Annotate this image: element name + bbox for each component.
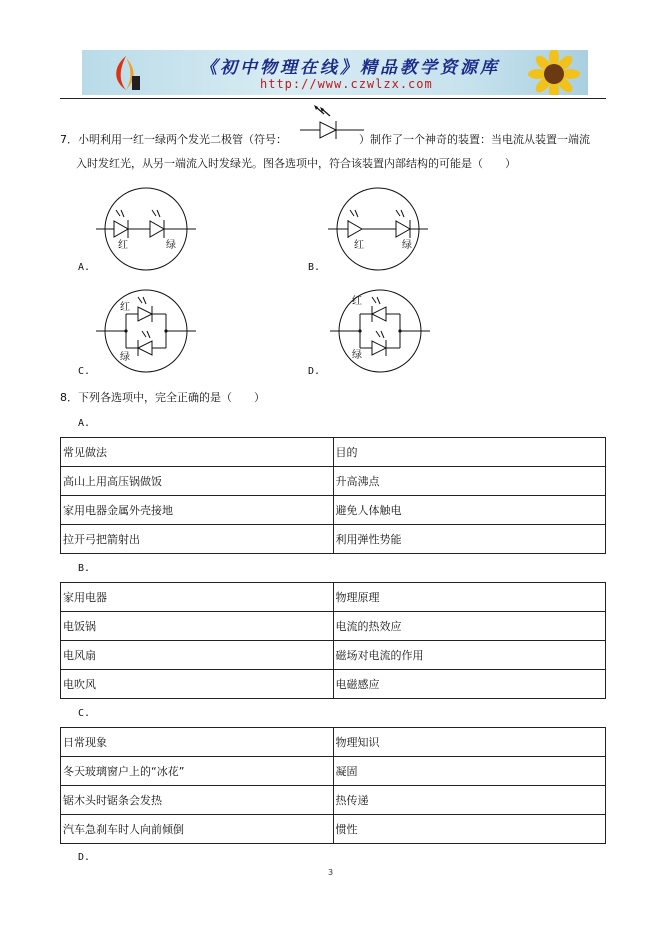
- q7-option-a: A.: [78, 262, 91, 273]
- q7-text-before: 7．小明利用一红一绿两个发光二极管（符号：: [60, 133, 287, 146]
- table-row: [61, 438, 606, 467]
- q8-option-a: A.: [78, 418, 91, 429]
- q7-option-c: C.: [78, 366, 91, 377]
- banner-url: http://www.czwlzx.com: [260, 77, 433, 91]
- q7-diagram-c: [96, 288, 196, 374]
- table-cell: 避免人体触电: [333, 496, 606, 525]
- label-red: 红: [352, 296, 362, 307]
- banner-title: 《初中物理在线》精品教学资源库: [200, 58, 500, 78]
- header-rule: [60, 98, 606, 99]
- q7-diagram-a: [96, 186, 196, 272]
- table-cell: 锯木头时锯条会发热: [61, 786, 334, 815]
- table-cell: 常见做法: [61, 438, 334, 467]
- table-row: [61, 525, 606, 554]
- table-row: [61, 612, 606, 641]
- table-cell: 高山上用高压锅做饭: [61, 467, 334, 496]
- table-cell: 家用电器金属外壳接地: [61, 496, 334, 525]
- table-cell: 冬天玻璃窗户上的“冰花”: [61, 757, 334, 786]
- q7-option-b: B.: [308, 262, 321, 273]
- table-cell: 物理原理: [333, 583, 606, 612]
- table-cell: 汽车急刹车时人向前倾倒: [61, 815, 334, 844]
- label-green: 绿: [402, 240, 412, 251]
- table-row: [61, 641, 606, 670]
- label-green: 绿: [352, 350, 362, 361]
- q7-text-after: ）制作了一个神奇的装置：当电流从装置一端流: [359, 133, 590, 146]
- table-row: [61, 786, 606, 815]
- table-cell: 拉开弓把箭射出: [61, 525, 334, 554]
- table-cell: 电吹风: [61, 670, 334, 699]
- table-cell: 磁场对电流的作用: [333, 641, 606, 670]
- table-row: [61, 496, 606, 525]
- table-row: [61, 670, 606, 699]
- table-row: [61, 815, 606, 844]
- table-row: [61, 583, 606, 612]
- q8-stem: 8．下列各选项中，完全正确的是（ ）: [60, 391, 265, 404]
- label-red: 红: [354, 240, 364, 251]
- table-row: [61, 728, 606, 757]
- q8-table-b: [60, 582, 606, 699]
- table-cell: 日常现象: [61, 728, 334, 757]
- table-cell: 物理知识: [333, 728, 606, 757]
- q7-line2: 入时发红光，从另一端流入时发绿光。图各选项中，符合该装置内部结构的可能是（ ）: [76, 157, 516, 170]
- table-cell: 热传递: [333, 786, 606, 815]
- site-logo-icon: [96, 52, 156, 94]
- table-cell: 凝固: [333, 757, 606, 786]
- table-cell: 目的: [333, 438, 606, 467]
- table-cell: 惯性: [333, 815, 606, 844]
- table-row: [61, 757, 606, 786]
- table-cell: 电饭锅: [61, 612, 334, 641]
- table-cell: 电流的热效应: [333, 612, 606, 641]
- table-row: [61, 467, 606, 496]
- q8-table-a: [60, 437, 606, 554]
- table-cell: 升高沸点: [333, 467, 606, 496]
- table-cell: 电磁感应: [333, 670, 606, 699]
- page-number: 3: [327, 868, 334, 877]
- q7-diagram-d: [330, 288, 430, 374]
- q7-diagram-b: [328, 186, 428, 272]
- label-red: 红: [120, 302, 130, 313]
- site-banner: [82, 50, 588, 95]
- table-cell: 电风扇: [61, 641, 334, 670]
- table-cell: 家用电器: [61, 583, 334, 612]
- table-cell: 利用弹性势能: [333, 525, 606, 554]
- q8-option-c: C.: [78, 708, 91, 719]
- q8-table-c: [60, 727, 606, 844]
- label-green: 绿: [166, 240, 176, 251]
- q8-option-d: D.: [78, 852, 91, 863]
- sunflower-icon: [524, 50, 584, 95]
- label-green: 绿: [120, 352, 130, 363]
- q7-option-d: D.: [308, 366, 321, 377]
- q8-option-b: B.: [78, 563, 91, 574]
- label-red: 红: [118, 240, 128, 251]
- led-symbol-icon: [296, 104, 368, 144]
